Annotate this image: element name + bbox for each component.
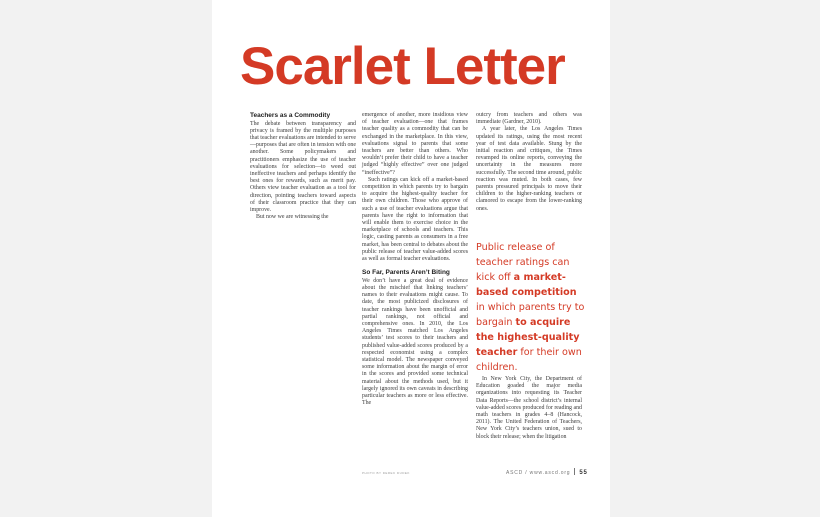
paragraph: The debate between transparency and privacy is framed by the multiple purposes that teacher evaluations are intended to serve—purposes that are often in tension with one another. Some policymakers and practitioners emphasize the use of teacher evaluations for selection—to weed out ineffective teachers and perhaps identify the best ones for rewards, such as merit pay. Others view teacher evaluation as a tool for direction, pointing teachers toward aspects of their classroom practice that they can improve.: [250, 120, 356, 213]
page-footer: [506, 468, 588, 476]
paragraph: outcry from teachers and others was immediate (Gardner, 2010).: [476, 112, 582, 126]
article-title: Scarlet Letter: [240, 37, 565, 96]
page-number: 55: [579, 470, 588, 476]
paragraph: A year later, the Los Angeles Times updated its ratings, using the most recent year of test data available. Stung by the initial reaction and critiques, the Times revamped its online reports, conveying the uncertainty in the measures more successfully. The second time around, public reaction was muted. In both cases, few parents pressured principals to move their children to the higher-ranking teachers or clamored to escape from the lower-ranking ones.: [476, 126, 582, 212]
section-heading-parents-arent-biting: So Far, Parents Aren’t Biting: [362, 269, 450, 277]
text-column-2: [362, 112, 468, 407]
publication-name: ASCD / www.ascd.org: [506, 470, 571, 476]
paragraph: We don’t have a great deal of evidence about the mischief that linking teachers’ names to their evaluations might cause. To date, the most publicized disclosures of teacher rankings have been unofficial and partial rankings, not official and comprehensive ones. In 2010, the Los Angeles Times matched Los Angeles students’ test scores to their teachers and published value-added scores produced by a respected economist using a complex statistical model. The newspaper conveyed some information about the margin of error in the scores and provided some technical material about the methods used, but it largely ignored its own caveats in describing particular teachers as more or less effective. The: [362, 277, 468, 407]
pull-quote-text: in which parents try to bargain: [476, 302, 585, 328]
footer-divider: [574, 468, 575, 475]
section-heading-teachers-as-commodity: Teachers as a Commodity: [250, 112, 331, 119]
paragraph: In New York City, the Department of Education goaded the major media organizations into requesting its Teacher Data Reports—the school district’s internal value-added scores produced for reading and math teachers in grades 4–8 (Hancock, 2011). The United Federation of Teachers, New York City’s teachers union, sued to block their release; when the litigation: [476, 376, 582, 440]
paragraph: But now we are witnessing the: [256, 214, 329, 221]
text-column-3-top: [476, 112, 582, 213]
paragraph: Such ratings can kick off a market-based competition in which parents try to bargain to acquire the highest-quality teacher for their own children. Those who approve of such a use of teacher evaluations argue that parents have the right to information that will enable them to exercise choice in the marketplace of schools and teachers. This logic, casting parents as consumers in a free market, has been central to debates about the public release of teacher value-added scores as well as formal teacher evaluations.: [362, 176, 468, 263]
pull-quote-emphasis: a market-based competition: [476, 272, 577, 298]
pull-quote: [476, 240, 588, 375]
pull-quote-emphasis: to acquire the highest-quality teacher: [476, 317, 580, 358]
paragraph: emergence of another, more insidious view of teacher evaluation—one that frames teacher quality as a commodity that can be exchanged in the marketplace. In this view, evaluations signal to parents that some teachers are better than others. Who wouldn’t prefer their child to have a teacher judged “highly effective” over one judged “ineffective”?: [362, 112, 468, 176]
text-column-3-bottom: [476, 376, 582, 441]
pull-quote-text: Public release of teacher ratings can kick off: [476, 242, 570, 283]
text-column-1: [250, 112, 356, 221]
photo-credit: PHOTO BY DEREK DUDEK: [362, 471, 410, 475]
pull-quote-text: for their own children.: [476, 347, 582, 373]
